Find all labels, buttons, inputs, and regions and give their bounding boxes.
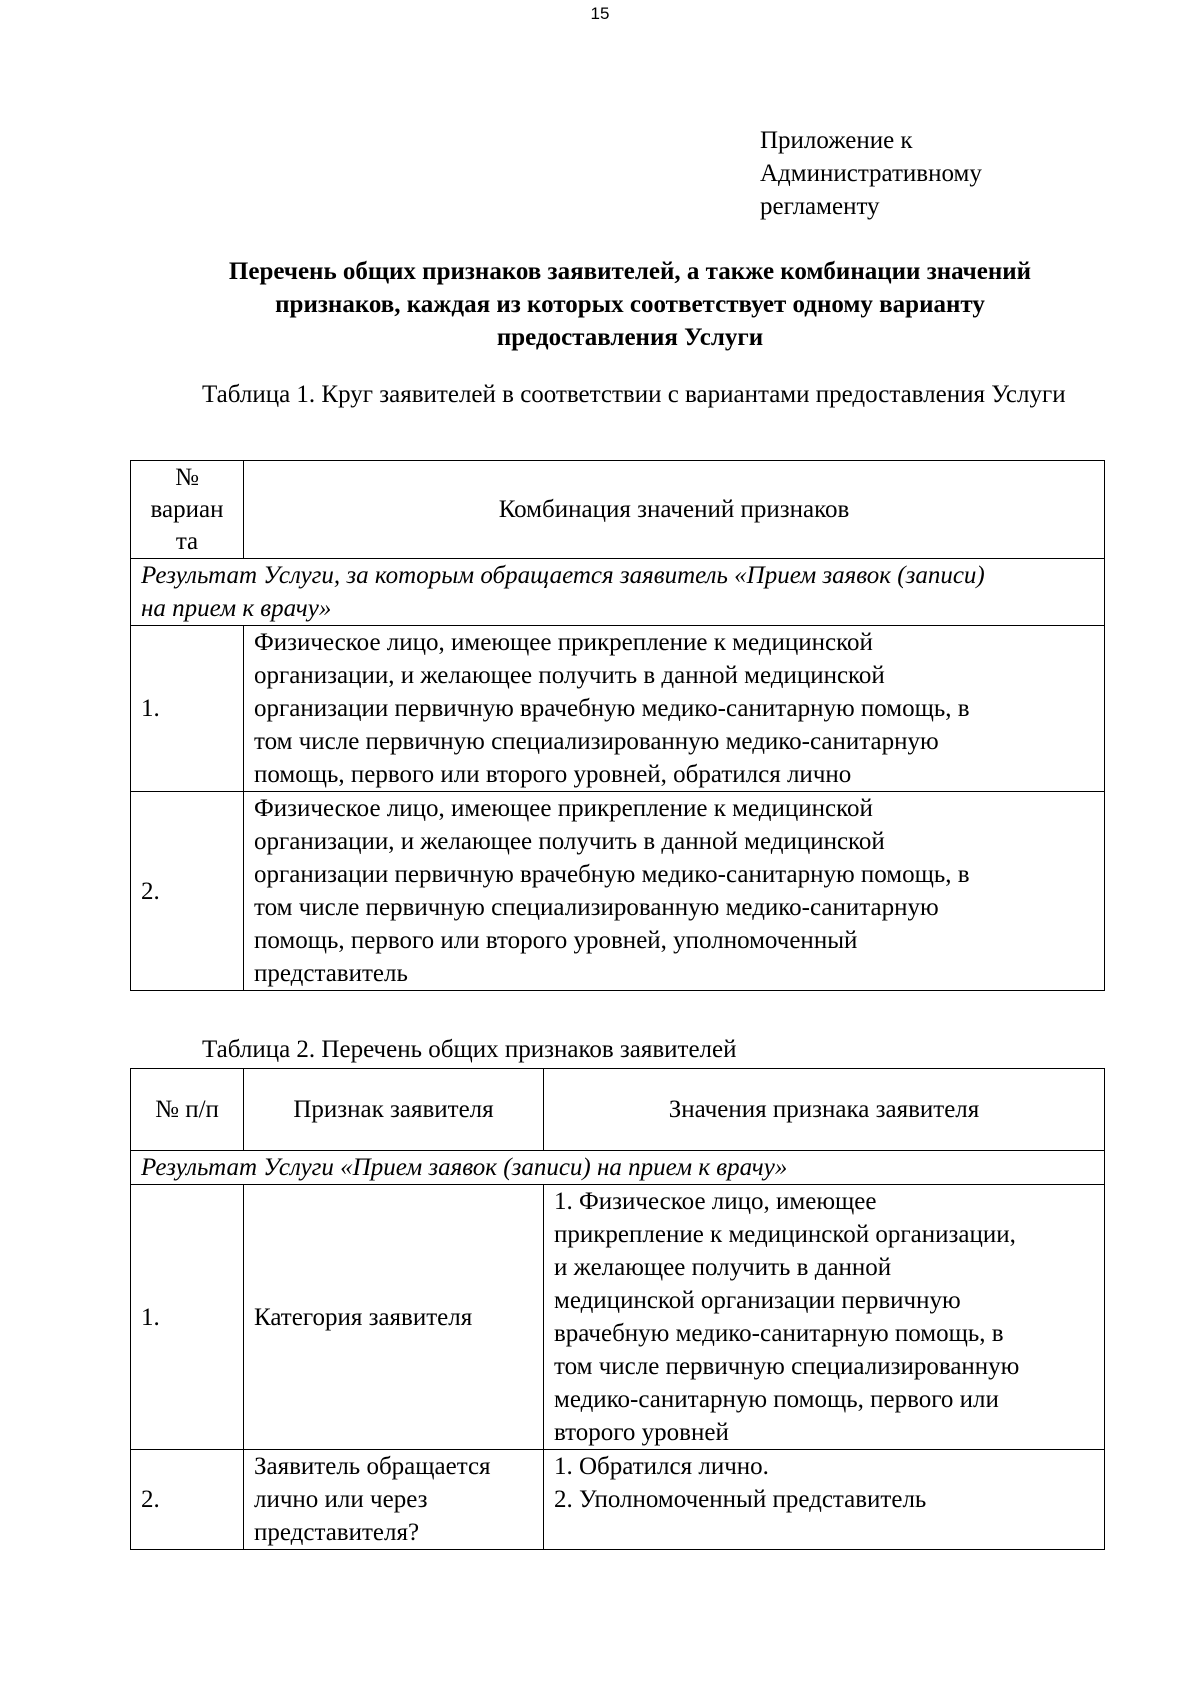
appendix-line: Административному	[760, 160, 982, 187]
feature-values	[544, 1185, 1105, 1450]
header-combination: Комбинация значений признаков	[244, 461, 1105, 559]
feature-name	[244, 1185, 544, 1450]
description-line: организации, и желающее получить в данной медицинской	[254, 828, 885, 855]
header-variant-line: вариан	[150, 495, 224, 523]
title-line: признаков, каждая из которых соответствует одному варианту	[275, 291, 985, 318]
header-feature: Признак заявителя	[244, 1069, 544, 1151]
value-line: второго уровней	[554, 1419, 729, 1446]
feature-number: 1.	[131, 1185, 244, 1450]
table2-header-row	[131, 1069, 1105, 1151]
header-variant-line: №	[175, 463, 199, 491]
section-line: на прием к врачу»	[141, 595, 332, 622]
variant-number: 1.	[131, 626, 244, 792]
value-line: медико-санитарную помощь, первого или	[554, 1386, 999, 1413]
table1-section-row	[131, 559, 1105, 626]
appendix-line: Приложение к	[760, 127, 913, 154]
table1-caption: Таблица 1. Круг заявителей в соответствии с вариантами предоставления Услуги	[202, 381, 1066, 408]
description-line: помощь, первого или второго уровней, уполномоченный	[254, 927, 858, 954]
header-variant-number	[131, 461, 244, 559]
table-row	[131, 626, 1105, 792]
table-row	[131, 792, 1105, 991]
title-line: Перечень общих признаков заявителей, а также комбинации значений	[228, 258, 1032, 285]
appendix-note	[760, 124, 982, 223]
value-line: 1. Физическое лицо, имеющее	[554, 1188, 877, 1215]
feature-line: лично или через	[254, 1486, 428, 1513]
feature-values	[544, 1450, 1105, 1550]
feature-line: Заявитель обращается	[254, 1453, 491, 1480]
value-line: том числе первичную специализированную	[554, 1353, 1020, 1380]
feature-line: Категория заявителя	[254, 1303, 473, 1331]
table1-section-title	[131, 559, 1105, 626]
value-line: прикрепление к медицинской организации,	[554, 1221, 1016, 1248]
title-line: предоставления Услуги	[496, 324, 764, 351]
header-values: Значения признака заявителя	[544, 1069, 1105, 1151]
value-line: врачебную медико-санитарную помощь, в	[554, 1320, 1004, 1347]
applicant-features-table	[130, 1068, 1105, 1550]
description-line: организации первичную врачебную медико-санитарную помощь, в	[254, 861, 970, 888]
feature-line: представителя?	[254, 1519, 420, 1546]
variant-description	[244, 626, 1105, 792]
description-line: организации первичную врачебную медико-санитарную помощь, в	[254, 695, 970, 722]
table2-section-row	[131, 1151, 1105, 1185]
header-number: № п/п	[131, 1069, 244, 1151]
description-line: том числе первичную специализированную медико-санитарную	[254, 894, 939, 921]
value-line: 1. Обратился лично.	[554, 1453, 769, 1480]
value-line: 2. Уполномоченный представитель	[554, 1486, 927, 1513]
feature-number: 2.	[131, 1450, 244, 1550]
variant-number: 2.	[131, 792, 244, 991]
description-line: помощь, первого или второго уровней, обратился лично	[254, 761, 852, 788]
table-row	[131, 1450, 1105, 1550]
description-line: Физическое лицо, имеющее прикрепление к медицинской	[254, 795, 873, 822]
section-line: Результат Услуги, за которым обращается заявитель «Прием заявок (записи)	[141, 562, 985, 589]
document-title	[130, 255, 1130, 354]
value-line: медицинской организации первичную	[554, 1287, 961, 1314]
value-line: и желающее получить в данной	[554, 1254, 892, 1281]
table-row	[131, 1185, 1105, 1450]
applicants-variants-table	[130, 460, 1105, 991]
appendix-line: регламенту	[760, 193, 880, 220]
variant-description	[244, 792, 1105, 991]
table2-caption: Таблица 2. Перечень общих признаков заявителей	[202, 1036, 737, 1063]
description-line: Физическое лицо, имеющее прикрепление к медицинской	[254, 629, 873, 656]
description-line: представитель	[254, 960, 408, 987]
feature-name	[244, 1450, 544, 1550]
description-line: том числе первичную специализированную медико-санитарную	[254, 728, 939, 755]
page-number: 15	[590, 4, 610, 23]
description-line: организации, и желающее получить в данной медицинской	[254, 662, 885, 689]
header-variant-line: та	[175, 527, 199, 555]
table2-section-title: Результат Услуги «Прием заявок (записи) на прием к врачу»	[131, 1151, 1105, 1185]
table1-header-row	[131, 461, 1105, 559]
